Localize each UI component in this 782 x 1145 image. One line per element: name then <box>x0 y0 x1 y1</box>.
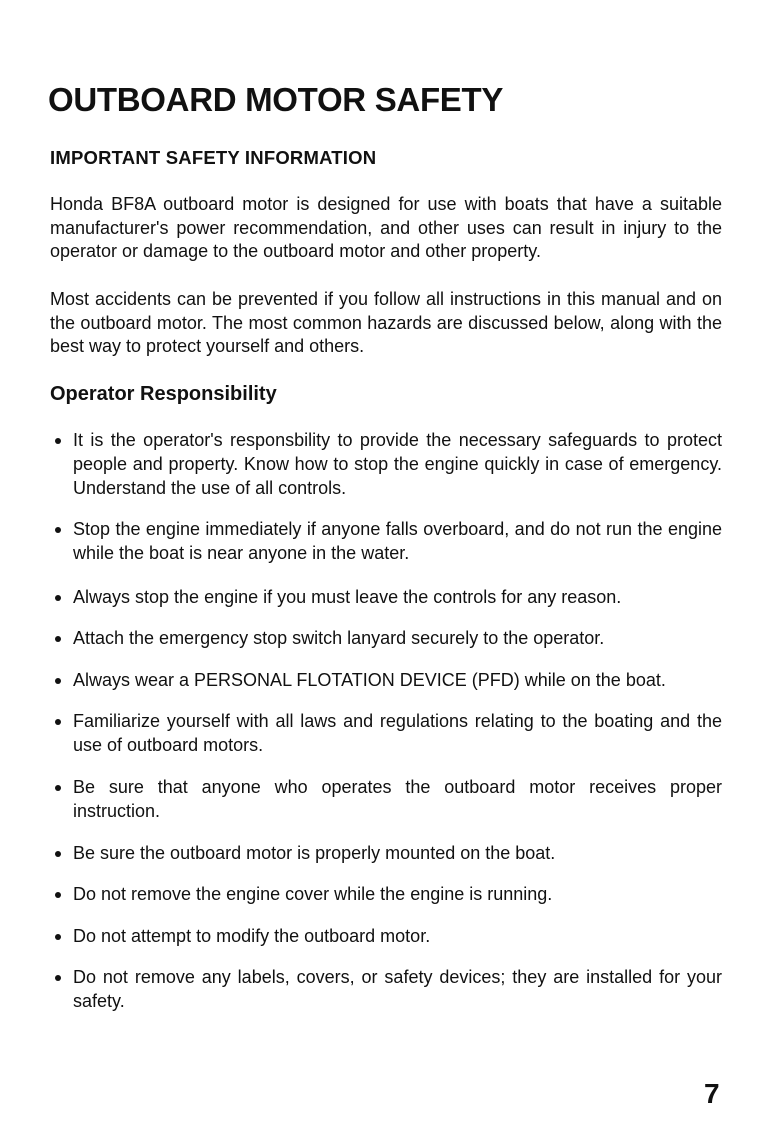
list-item <box>50 924 722 948</box>
bullet-icon <box>55 851 61 857</box>
list-item-text: Do not remove any labels, covers, or safety devices; they are installed for your safety. <box>73 967 722 1011</box>
list-item <box>50 709 722 757</box>
list-item <box>50 668 722 692</box>
bullet-icon <box>55 785 61 791</box>
list-item-text: Do not remove the engine cover while the engine is running. <box>73 884 553 904</box>
list-item-text: Always wear a PERSONAL FLOTATION DEVICE (PFD) while on the boat. <box>73 670 666 690</box>
list-item-text: Stop the engine immediately if anyone falls overboard, and do not run the engine while the boat is near anyone in the water. <box>73 519 722 563</box>
page-number: 7 <box>704 1078 720 1109</box>
accidents-paragraph: Most accidents can be prevented if you follow all instructions in this manual and on the outboard motor. The most common hazards are discussed below, along with the best way to protect yourself and others. <box>50 289 722 356</box>
list-item-text: Attach the emergency stop switch lanyard securely to the operator. <box>73 628 605 648</box>
list-item <box>50 841 722 865</box>
bullet-icon <box>55 892 61 898</box>
list-item <box>50 626 722 650</box>
bullet-icon <box>55 975 61 981</box>
list-item-text: Familiarize yourself with all laws and regulations relating to the boating and the use of outboard motors. <box>73 711 722 755</box>
list-item-text: Be sure that anyone who operates the outboard motor receives proper instruction. <box>73 777 722 821</box>
bullet-icon <box>55 934 61 940</box>
intro-paragraph: Honda BF8A outboard motor is designed for use with boats that have a suitable manufacturer's power recommendation, and other uses can result in injury to the operator or damage to the outboard motor and other property. <box>50 194 722 261</box>
list-item <box>50 428 722 500</box>
bullet-icon <box>55 719 61 725</box>
list-item-text: Be sure the outboard motor is properly mounted on the boat. <box>73 843 556 863</box>
section-heading: IMPORTANT SAFETY INFORMATION <box>50 147 377 168</box>
list-item-text: Always stop the engine if you must leave the controls for any reason. <box>73 587 622 607</box>
subsection-heading: Operator Responsibility <box>50 383 277 405</box>
list-item <box>50 775 722 823</box>
list-item-text: Do not attempt to modify the outboard motor. <box>73 926 431 946</box>
bullet-icon <box>55 438 61 444</box>
list-item-text: It is the operator's responsbility to provide the necessary safeguards to protect people and property. Know how to stop the engine quickly in case of emergency. Understand the use of all controls. <box>73 430 722 498</box>
bullet-icon <box>55 527 61 533</box>
bullet-icon <box>55 636 61 642</box>
bullet-icon <box>55 595 61 601</box>
list-item <box>50 517 722 565</box>
bullet-icon <box>55 678 61 684</box>
page-title: OUTBOARD MOTOR SAFETY <box>48 81 504 118</box>
list-item <box>50 585 722 609</box>
list-item <box>50 882 722 906</box>
list-item <box>50 965 722 1013</box>
